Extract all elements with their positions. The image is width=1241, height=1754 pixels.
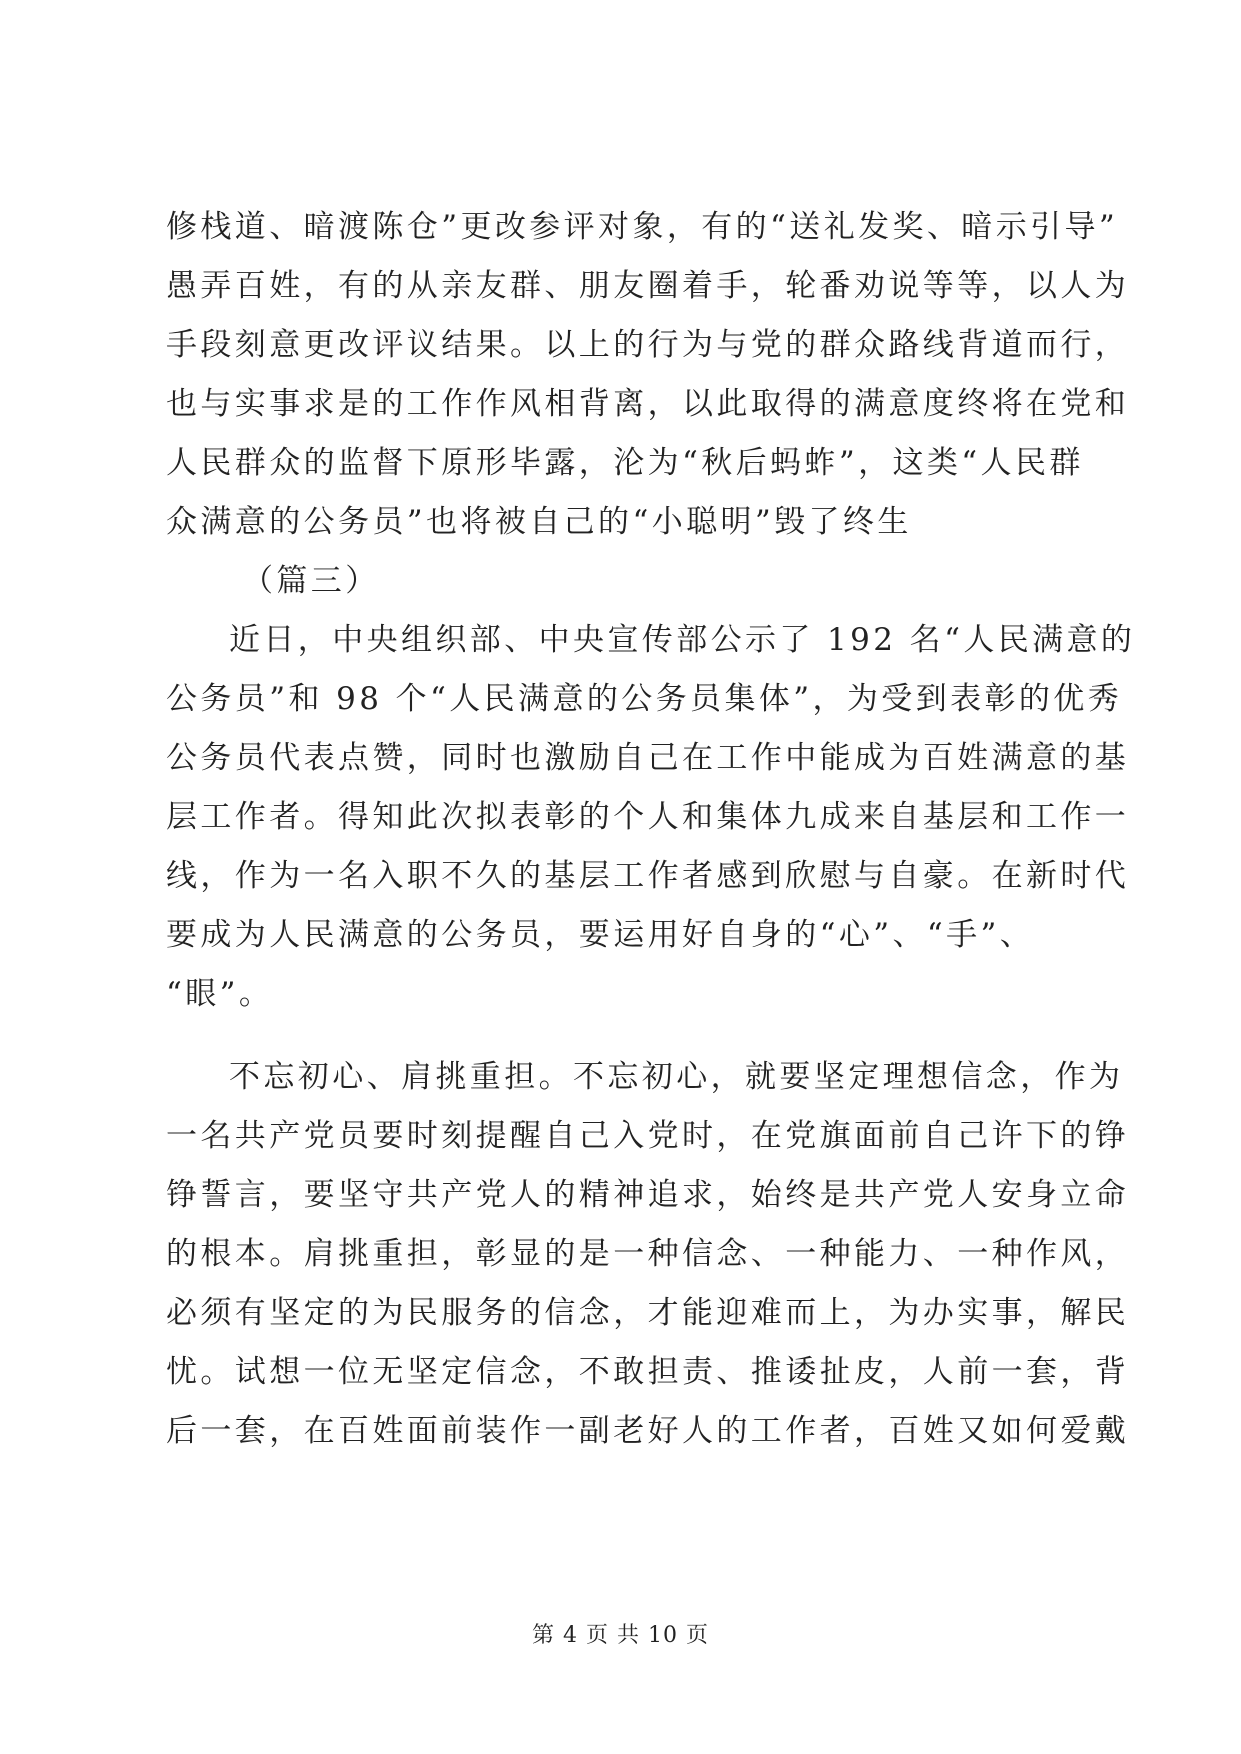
text-line: 手段刻意更改评议结果。以上的行为与党的群众路线背道而行， <box>166 327 1130 363</box>
section-label: （篇三） <box>242 563 380 599</box>
page-indicator: 第 4 页 共 10 页 <box>532 1623 709 1648</box>
document-body <box>166 198 1136 1461</box>
paragraph-1 <box>166 198 1130 552</box>
paragraph-2 <box>166 611 1136 1024</box>
text-line: 层工作者。得知此次拟表彰的个人和集体九成来自基层和工作一 <box>166 799 1130 835</box>
text-line: 人民群众的监督下原形毕露，沦为“秋后蚂蚱”，这类“人民群 <box>166 445 1084 481</box>
text-line: 要成为人民满意的公务员，要运用好自身的“心”、“手”、 <box>166 917 1035 953</box>
paragraph-3 <box>166 1048 1130 1461</box>
text-line: 也与实事求是的工作作风相背离，以此取得的满意度终将在党和 <box>166 386 1130 422</box>
text-line: 后一套，在百姓面前装作一副老好人的工作者，百姓又如何爱戴 <box>166 1413 1130 1449</box>
text-line: 公务员代表点赞，同时也激励自己在工作中能成为百姓满意的基 <box>166 740 1130 776</box>
text-line: “眼”。 <box>166 976 274 1012</box>
text-line: 不忘初心、肩挑重担。不忘初心，就要坚定理想信念，作为 <box>229 1059 1124 1095</box>
text-line: 铮誓言，要坚守共产党人的精神追求，始终是共产党人安身立命 <box>166 1177 1130 1213</box>
text-line: 近日，中央组织部、中央宣传部公示了 192 名“人民满意的 <box>229 622 1136 658</box>
text-line: 愚弄百姓，有的从亲友群、朋友圈着手，轮番劝说等等，以人为 <box>166 268 1130 304</box>
text-line: 线，作为一名入职不久的基层工作者感到欣慰与自豪。在新时代 <box>166 858 1130 894</box>
text-line: 一名共产党员要时刻提醒自己入党时，在党旗面前自己许下的铮 <box>166 1118 1130 1154</box>
text-line: 的根本。肩挑重担，彰显的是一种信念、一种能力、一种作风， <box>166 1236 1130 1272</box>
text-line: 必须有坚定的为民服务的信念，才能迎难而上，为办实事，解民 <box>166 1295 1130 1331</box>
text-line: 公务员”和 98 个“人民满意的公务员集体”，为受到表彰的优秀 <box>166 681 1123 717</box>
text-line: 众满意的公务员”也将被自己的“小聪明”毁了终生 <box>166 504 912 540</box>
page-footer <box>0 1618 1241 1649</box>
paragraph-gap <box>166 1024 1106 1048</box>
text-line: 修栈道、暗渡陈仓”更改参评对象，有的“送礼发奖、暗示引导” <box>166 209 1119 245</box>
text-line: 忧。试想一位无坚定信念，不敢担责、推诿扯皮，人前一套，背 <box>166 1354 1130 1390</box>
